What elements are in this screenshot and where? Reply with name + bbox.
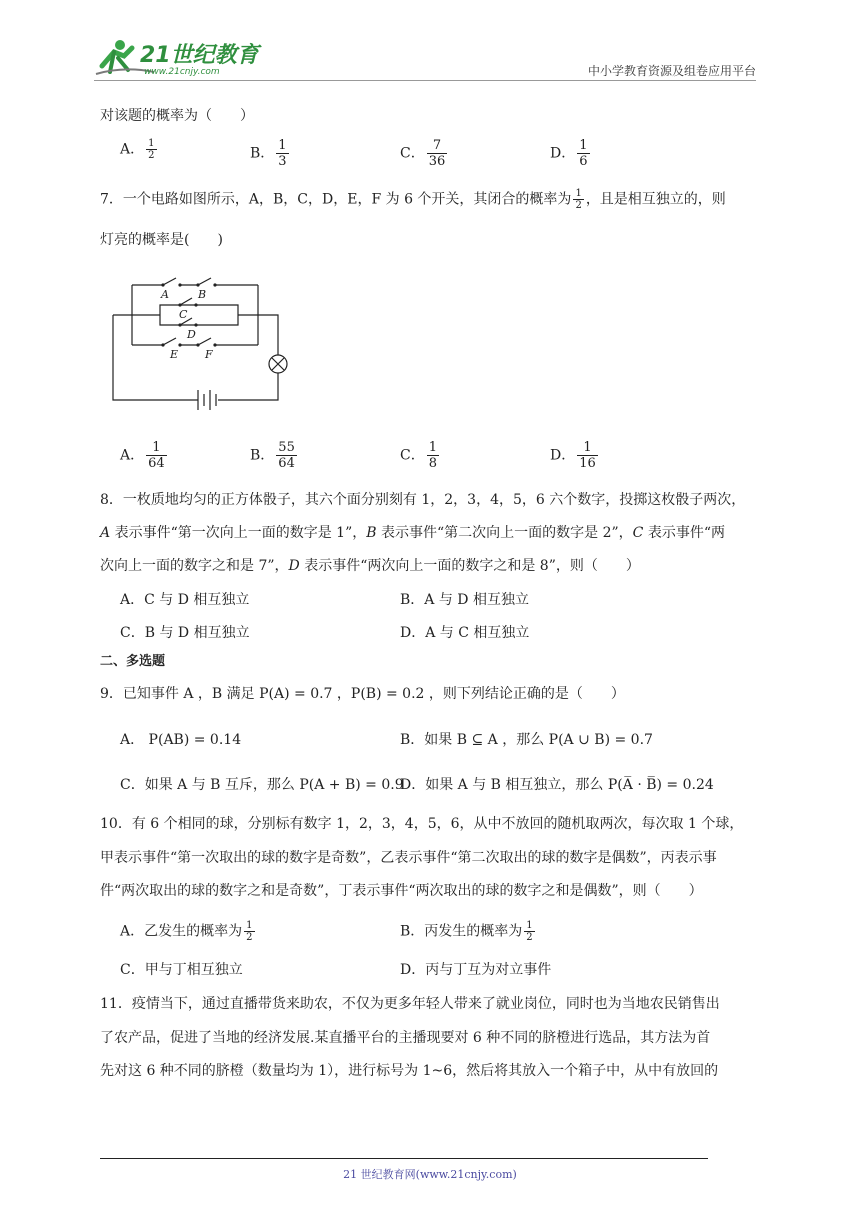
q7-stem-line2: 灯亮的概率是( ) [100, 232, 223, 248]
q8-stem-line2: A 表示事件“第一次向上一面的数字是 1”，B 表示事件“第二次向上一面的数字是 2”，C 表示事件“两 [100, 525, 725, 541]
q7-option-a: A． $\frac{1}{64}$ [120, 440, 165, 471]
switch-label-b: B [198, 288, 207, 301]
switch-label-d: D [187, 328, 196, 341]
q6-stem: 对该题的概率为（ ） [100, 108, 254, 124]
switch-label-c: C [179, 308, 188, 321]
q11-stem-line3: 先对这 6 种不同的脐橙（数量均为 1），进行标号为 1~6，然后将其放入一个箱子中，从中有放回的 [100, 1063, 719, 1079]
svg-text:www.21cnjy.com: www.21cnjy.com [144, 67, 220, 77]
header-divider [94, 80, 756, 81]
q8-option-d: D．A 与 C 相互独立 [400, 625, 530, 641]
q6-option-d: D． $\frac{1}{6}$ [550, 138, 588, 169]
q9-stem: 9．已知事件 A ，B 满足 P(A) = 0.7 ，P(B) = 0.2 ，则下列结论正确的是（ ） [100, 686, 625, 702]
switch-label-a: A [161, 288, 169, 301]
svg-text:21世纪教育: 21世纪教育 [140, 43, 259, 68]
switch-label-f: F [205, 348, 213, 361]
q7-option-b: B． $\frac{55}{64}$ [250, 440, 295, 471]
q11-stem-line1: 11．疫情当下，通过直播带货来助农，不仅为更多年轻人带来了就业岗位，同时也为当地农民销售出 [100, 996, 720, 1012]
q9-option-c: C．如果 A 与 B 互斥，那么 P(A + B) = 0.9 [120, 777, 404, 793]
q7-stem-line1: 7．一个电路如图所示，A，B，C，D，E，F 为 6 个开关，其闭合的概率为 $\frac{1}{2}$ ，且是相互独立的，则 [100, 188, 726, 211]
section-heading: 二、多选题 [100, 654, 166, 669]
q9-option-d: D．如果 A 与 B 相互独立，那么 P(A̅ · B̅) = 0.24 [400, 777, 714, 793]
footer-link[interactable]: 21 世纪教育网(www.21cnjy.com) [343, 1168, 517, 1181]
q8-stem-line3: 次向上一面的数字之和是 7”，D 表示事件“两次向上一面的数字之和是 8”，则（ ） [100, 558, 640, 574]
q7-option-d: D． $\frac{1}{16}$ [550, 440, 596, 471]
q6-option-c: C． $\frac{7}{36}$ [400, 138, 446, 169]
q10-stem-line3: 件“两次取出的球的数字之和是奇数”，丁表示事件“两次取出的球的数字之和是偶数”，则（ ） [100, 883, 703, 899]
site-logo [94, 36, 264, 80]
q9-option-a: A． P(AB) = 0.14 [120, 732, 242, 748]
q10-option-a: A．乙发生的概率为 $\frac{1}{2}$ [120, 920, 253, 943]
q6-option-a: A． $\frac{1}{2}$ [120, 138, 155, 161]
q10-stem-line1: 10．有 6 个相同的球，分别标有数字 1，2，3，4，5，6，从中不放回的随机取两次，每次取 1 个球， [100, 816, 744, 832]
switch-label-e: E [170, 348, 179, 361]
q11-stem-line2: 了农产品，促进了当地的经济发展.某直播平台的主播现要对 6 种不同的脐橙进行选品，其方法为首 [100, 1030, 711, 1046]
q8-stem-line1: 8．一枚质地均匀的正方体骰子，其六个面分别刻有 1，2，3，4，5，6 六个数字，投掷这枚骰子两次， [100, 492, 746, 508]
q10-stem-line2: 甲表示事件“第一次取出的球的数字是奇数”，乙表示事件“第二次取出的球的数字是偶数”，丙表示事 [100, 850, 717, 866]
q9-option-b: B．如果 B ⊆ A ，那么 P(A ∪ B) = 0.7 [400, 732, 653, 748]
runner-logo-icon [94, 36, 264, 80]
q7-option-c: C． $\frac{1}{8}$ [400, 440, 437, 471]
q8-option-a: A．C 与 D 相互独立 [120, 592, 250, 608]
q10-option-b: B．丙发生的概率为 $\frac{1}{2}$ [400, 920, 533, 943]
q8-option-b: B．A 与 D 相互独立 [400, 592, 529, 608]
q10-option-d: D．丙与丁互为对立事件 [400, 962, 552, 978]
q6-option-b: B． $\frac{1}{3}$ [250, 138, 287, 169]
circuit-diagram [108, 270, 298, 419]
platform-name: 中小学教育资源及组卷应用平台 [587, 64, 756, 78]
q8-option-c: C．B 与 D 相互独立 [120, 625, 250, 641]
footer-divider [100, 1158, 708, 1159]
q10-option-c: C．甲与丁相互独立 [120, 962, 243, 978]
